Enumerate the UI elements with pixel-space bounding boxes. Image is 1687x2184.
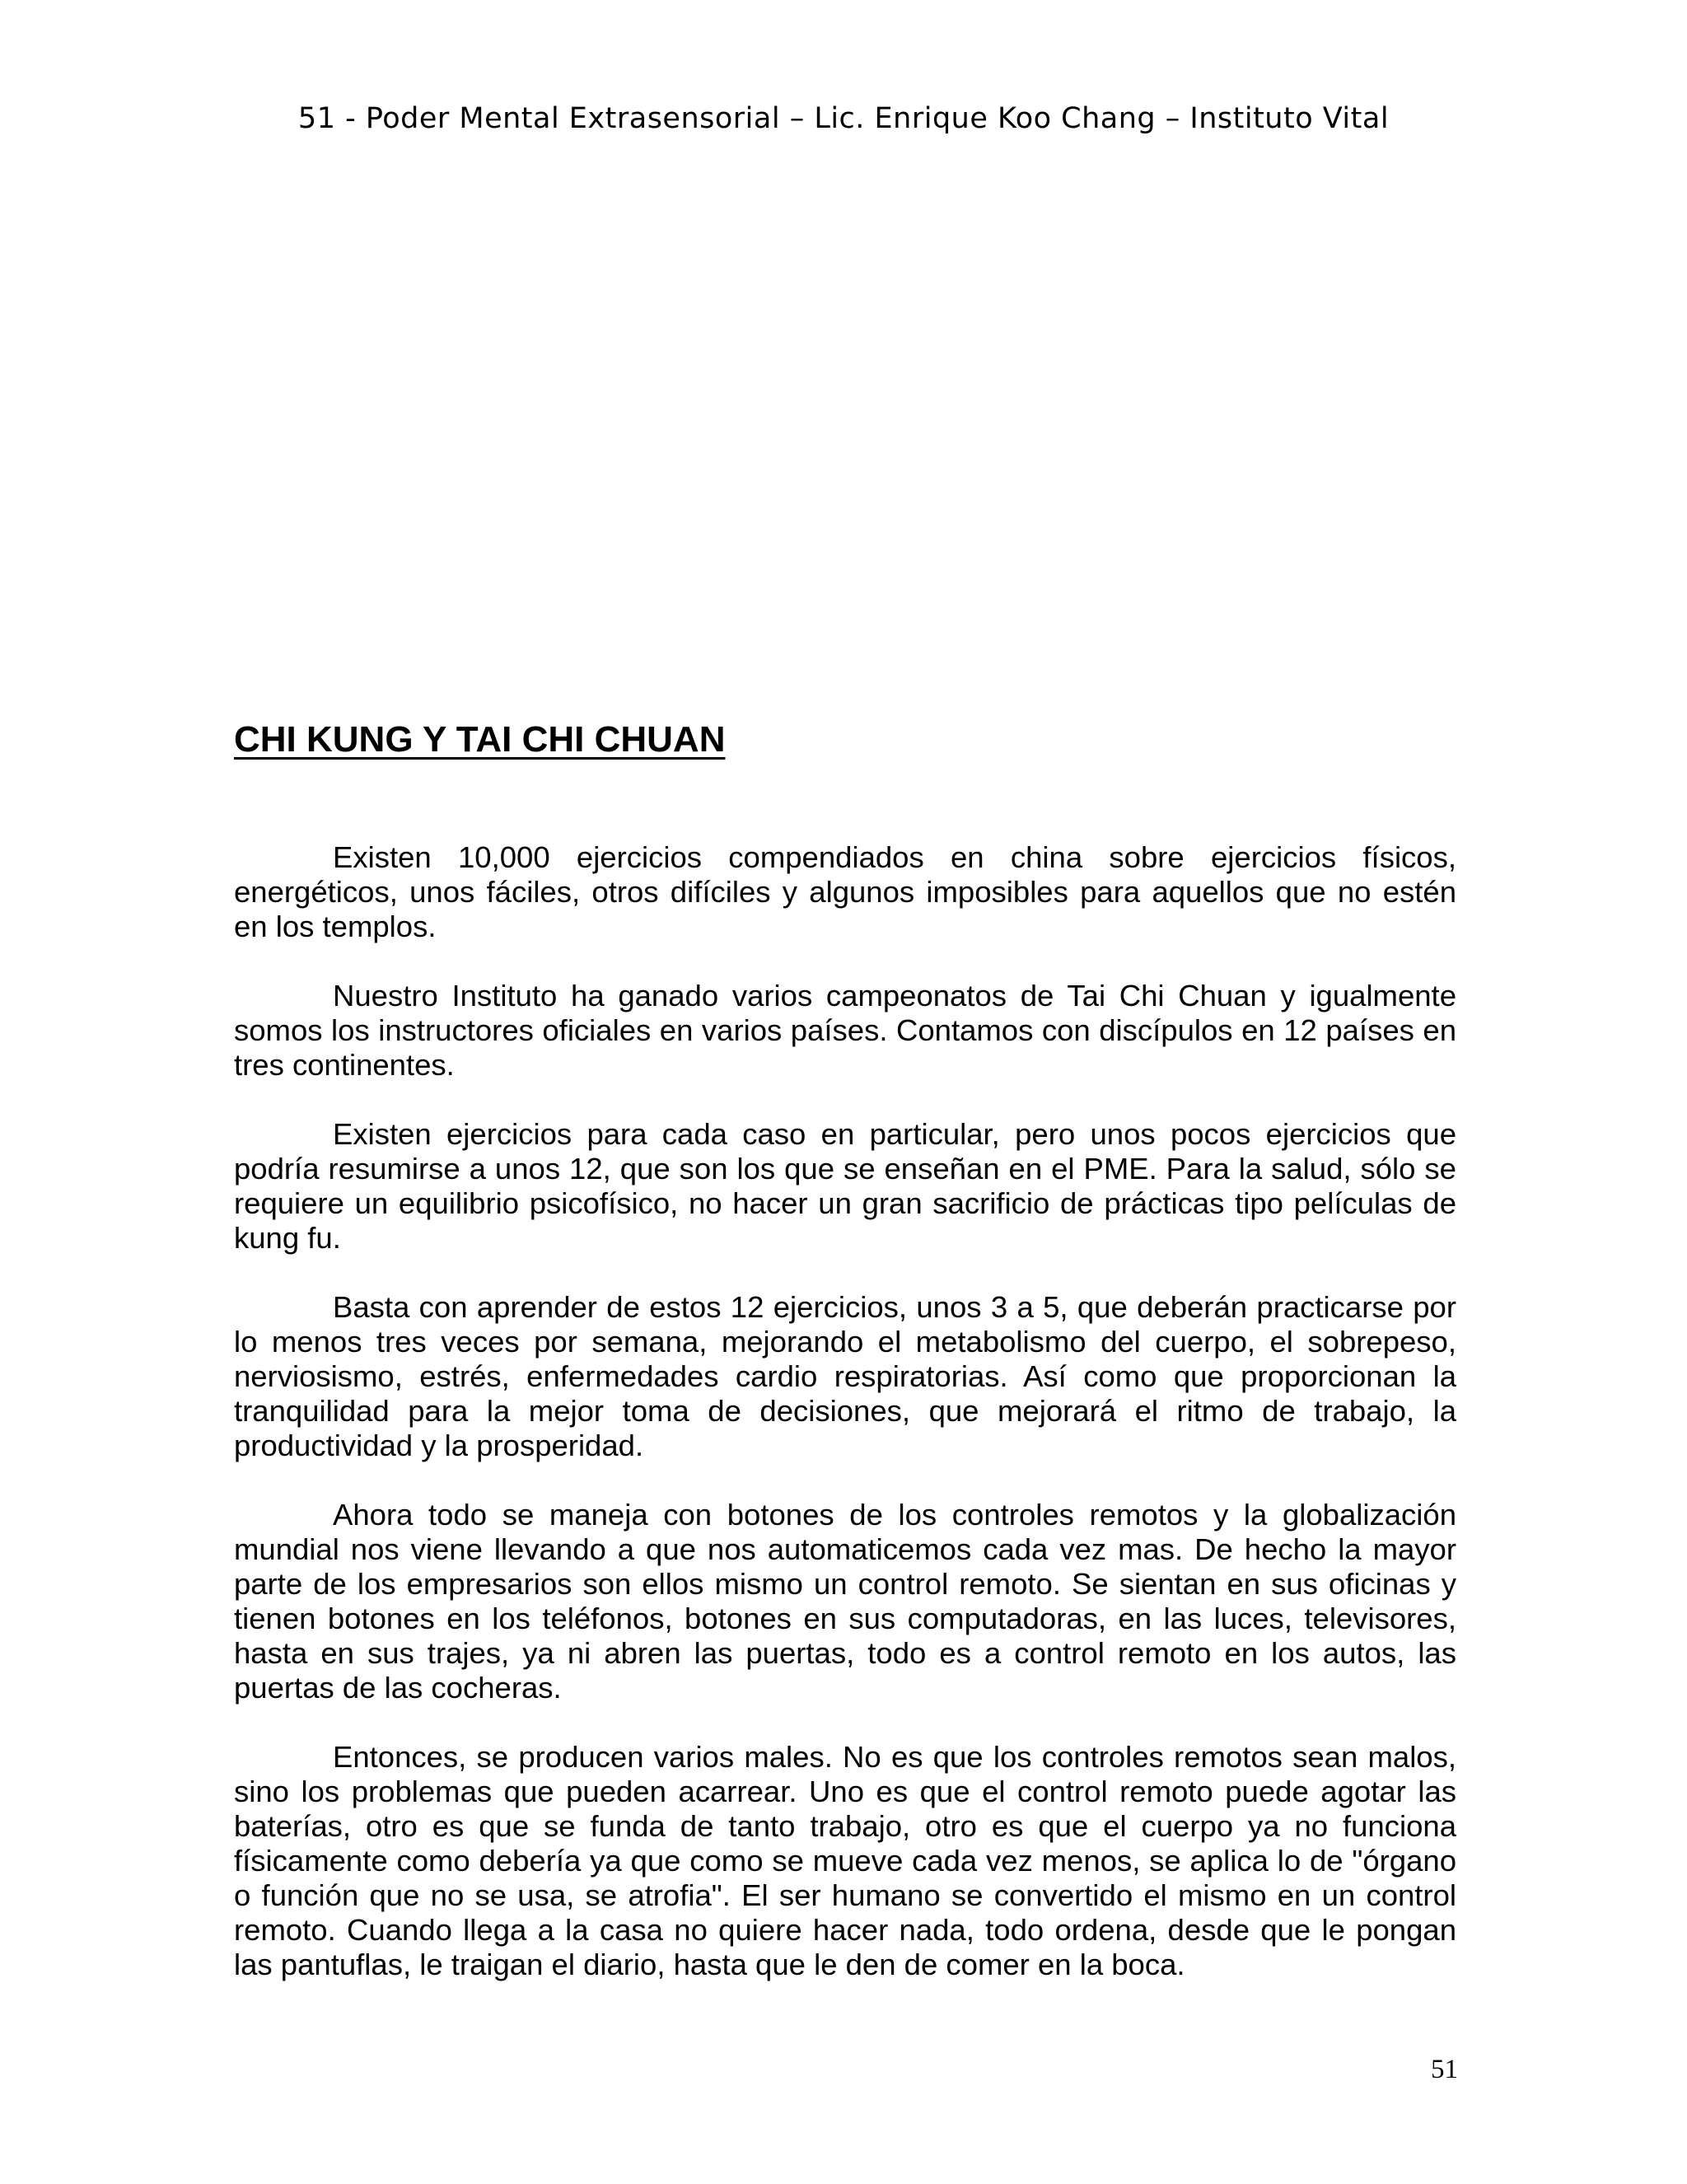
- paragraph: Entonces, se producen varios males. No es que los controles remotos sean malos, sino los problemas que pueden acarrear. Uno es que el control remoto puede agotar las baterías, otro es que se funda de tanto trabajo, otro es que el cuerpo ya no funciona físicamente como debería ya que como se mueve cada vez menos, se aplica lo de "órgano o función que no se usa, se atrofia". El ser humano se convertido el mismo en un control remoto. Cuando llega a la casa no quiere hacer nada, todo ordena, desde que le pongan las pantuflas, le traigan el diario, hasta que le den de comer en la boca.: [234, 1740, 1456, 1981]
- paragraph: Ahora todo se maneja con botones de los controles remotos y la globalización mundial nos viene llevando a que nos automaticemos cada vez mas. De hecho la mayor parte de los empresarios son ellos mismo un control remoto. Se sientan en sus oficinas y tienen botones en los teléfonos, botones en sus computadoras, en las luces, televisores, hasta en sus trajes, ya ni abren las puertas, todo es a control remoto en los autos, las puertas de las cocheras.: [234, 1498, 1456, 1705]
- paragraph: Nuestro Instituto ha ganado varios campeonatos de Tai Chi Chuan y igualmente somos los instructores oficiales en varios países. Contamos con discípulos en 12 países en tres continentes.: [234, 979, 1456, 1082]
- section-title: CHI KUNG Y TAI CHI CHUAN: [234, 719, 726, 760]
- page-content: [234, 718, 1456, 2017]
- page-number: 51: [1431, 2055, 1458, 2084]
- paragraph: Existen ejercicios para cada caso en particular, pero unos pocos ejercicios que podría resumirse a unos 12, que son los que se enseñan en el PME. Para la salud, sólo se requiere un equilibrio psicofísico, no hacer un gran sacrificio de prácticas tipo películas de kung fu.: [234, 1117, 1456, 1255]
- running-header: 51 - Poder Mental Extrasensorial – Lic. Enrique Koo Chang – Instituto Vital: [297, 102, 1390, 135]
- paragraph: Basta con aprender de estos 12 ejercicios, unos 3 a 5, que deberán practicarse por lo menos tres veces por semana, mejorando el metabolismo del cuerpo, el sobrepeso, nerviosismo, estrés, enfermedades cardio respiratorias. Así como que proporcionan la tranquilidad para la mejor toma de decisiones, que mejorará el ritmo de trabajo, la productividad y la prosperidad.: [234, 1290, 1456, 1462]
- paragraph: Existen 10,000 ejercicios compendiados en china sobre ejercicios físicos, energéticos, unos fáciles, otros difíciles y algunos imposibles para aquellos que no estén en los templos.: [234, 840, 1456, 943]
